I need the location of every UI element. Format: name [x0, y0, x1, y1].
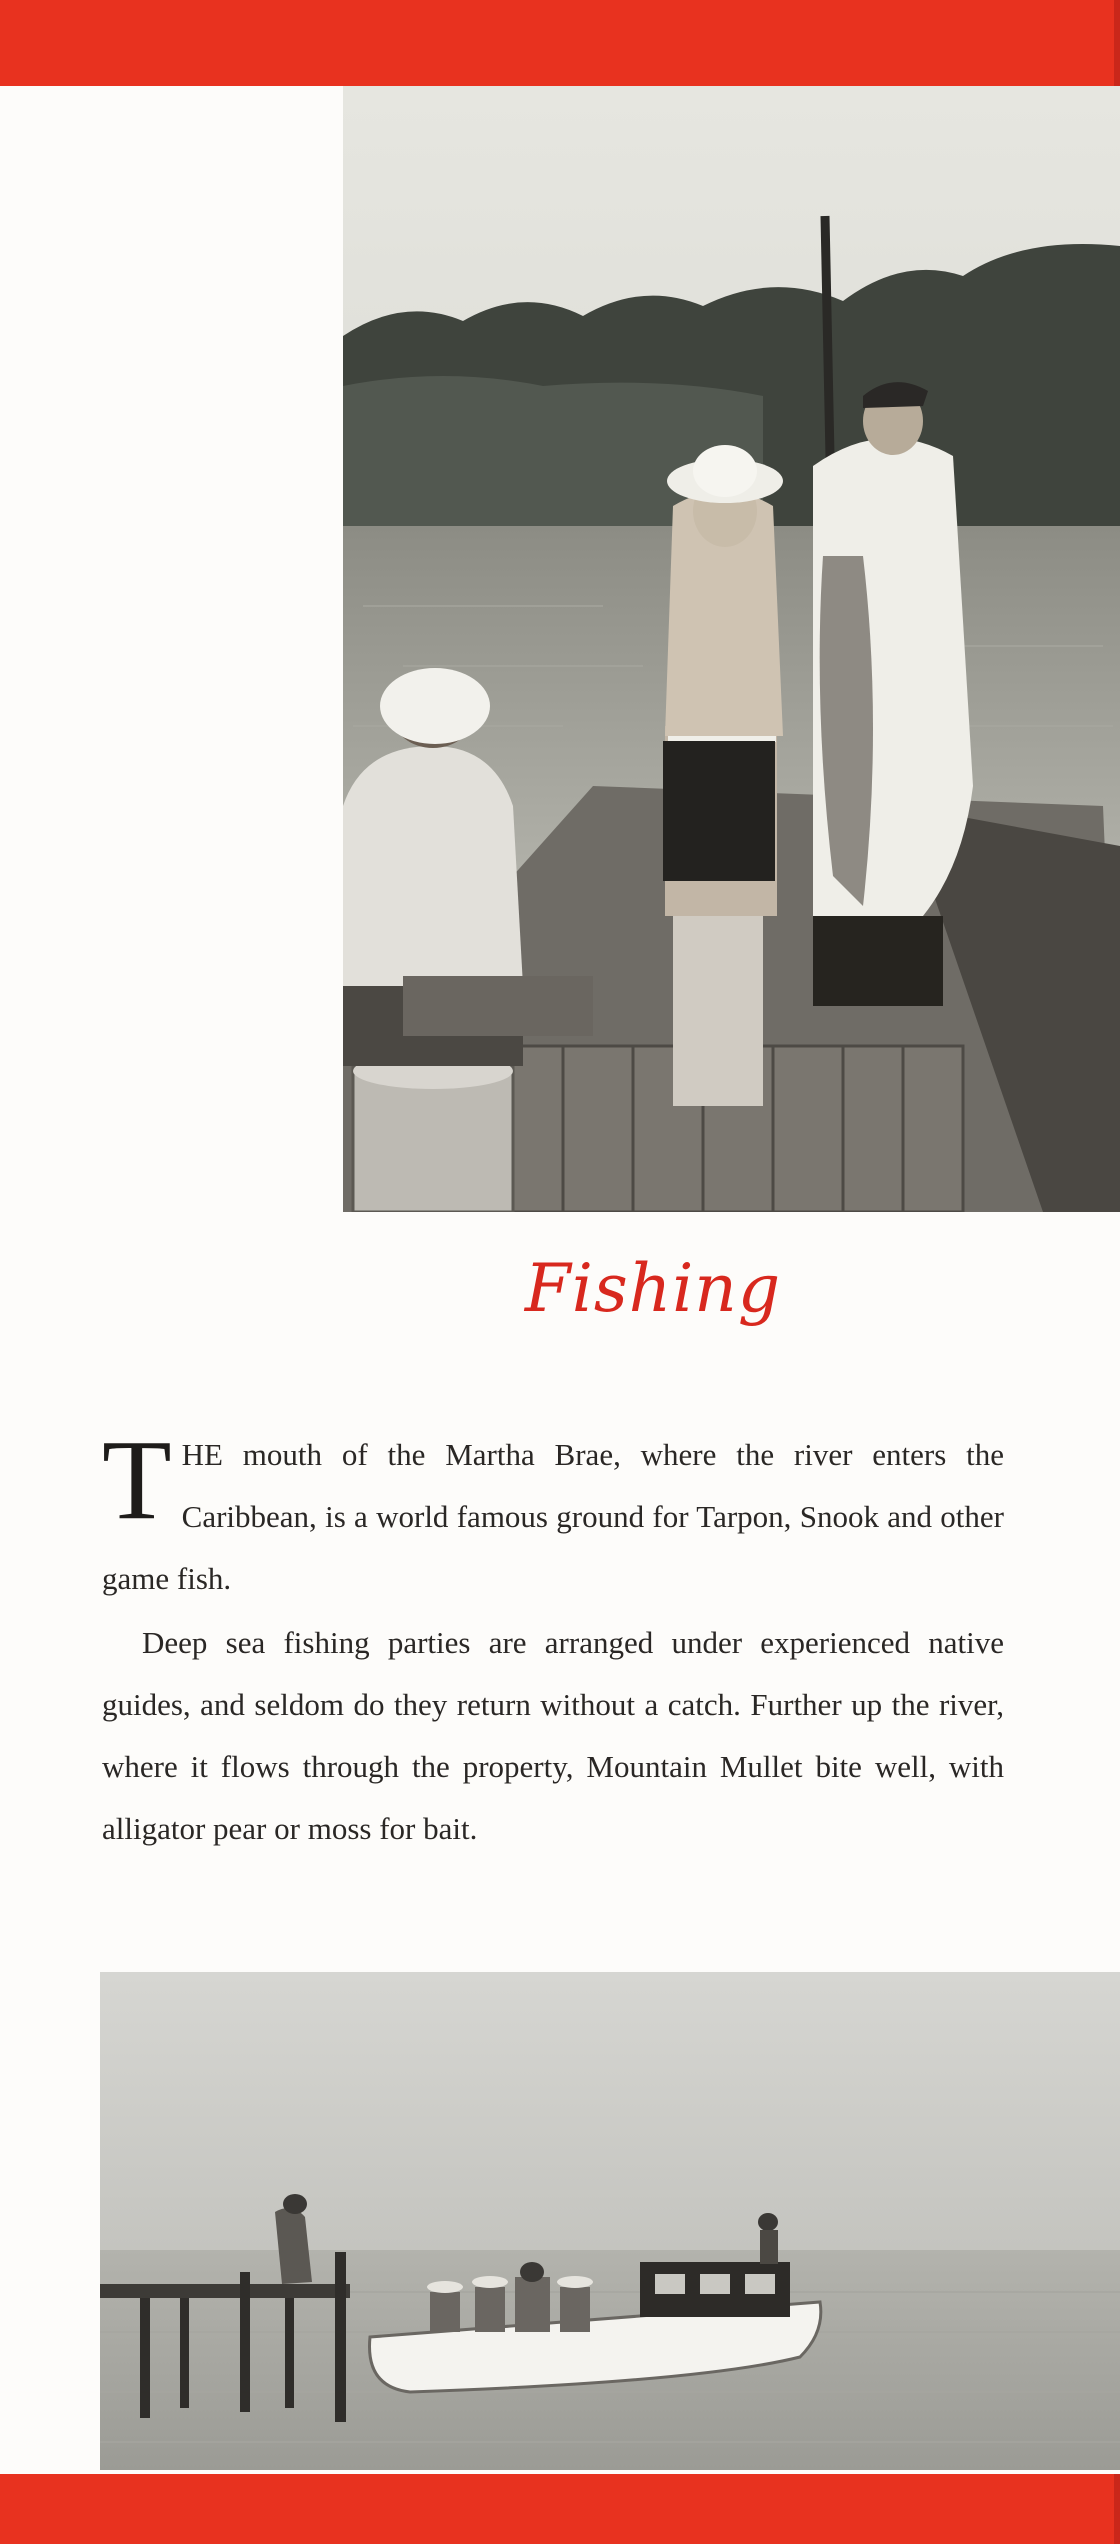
top-red-band — [0, 0, 1120, 86]
body-text — [102, 1416, 1004, 1862]
bottom-red-band — [0, 2474, 1120, 2544]
photo-anglers-illustration — [343, 86, 1120, 1212]
paragraph-1 — [102, 1416, 1004, 1610]
paragraph-1-text: HE mouth of the Martha Brae, where the river enters the Caribbean, is a world famous ground for Tarpon, Snook and other game fish. — [102, 1437, 1004, 1596]
photo-anglers-on-boat — [343, 86, 1120, 1212]
paragraph-2: Deep sea fishing parties are arranged under experienced native guides, and seldom do they return without a catch. Further up the river, where it flows through the property, Mountain Mullet bite well, with alligator pear or moss for bait. — [102, 1625, 1004, 1846]
drop-cap: T — [102, 1416, 172, 1543]
section-heading: Fishing — [524, 1250, 782, 1327]
photo-launch-at-jetty — [100, 1972, 1120, 2470]
photo-launch-illustration — [100, 1972, 1120, 2470]
